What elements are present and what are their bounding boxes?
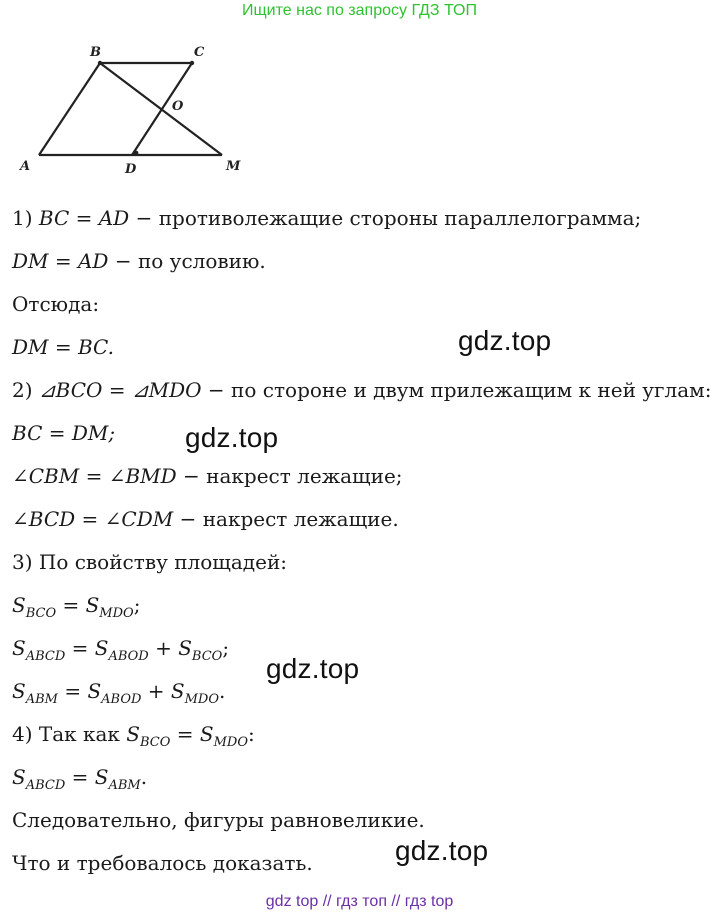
point-c (190, 61, 194, 65)
proof-line-16: Что и требовалось доказать. (12, 851, 313, 875)
proof-line-15: Следовательно, фигуры равновеликие. (12, 808, 425, 832)
proof-line-1: 1) BC = AD − противолежащие стороны параллелограмма; (12, 206, 642, 230)
watermark-3: gdz.top (266, 653, 360, 684)
label-d: D (125, 162, 137, 177)
label-b: B (90, 45, 101, 60)
proof-line-14: $S_{ABCD} = S_{ABM}$. (12, 765, 148, 793)
watermark-4: gdz.top (395, 835, 489, 866)
proof-line-12: $S_{ABM} = S_{ABOD} + S_{MDO}$. (12, 679, 226, 707)
proof-line-4: DM = BC. (12, 335, 115, 359)
top-banner: Ищите нас по запросу ГДЗ ТОП (242, 2, 477, 19)
proof-line-8: ∠BCD = ∠CDM − накрест лежащие. (12, 507, 399, 531)
proof-line-6: BC = DM; (12, 421, 116, 445)
label-a: A (20, 159, 31, 174)
proof-line-9: 3) По свойству площадей: (12, 550, 288, 574)
parallelogram-diagram (14, 38, 254, 178)
proof-line-2: DM = AD − по условию. (12, 249, 266, 273)
proof-line-11: $S_{ABCD} = S_{ABOD} + S_{BCO}$; (12, 636, 230, 664)
watermark-2: gdz.top (185, 422, 279, 453)
proof-line-10: $S_{BCO} = S_{MDO}$; (12, 593, 141, 621)
proof-line-13: 4) Так как $S_{BCO} = S_{MDO}$: (12, 722, 255, 750)
watermark-1: gdz.top (458, 325, 552, 356)
footer-links[interactable]: gdz top // гдз топ // гдз top (265, 893, 454, 910)
label-o: O (172, 99, 184, 114)
label-m: M (226, 159, 241, 174)
geometry-figure (14, 38, 254, 178)
proof-line-5: 2) ⊿BCO = ⊿MDO − по стороне и двум прилежащим к ней углам: (12, 378, 712, 402)
label-c: C (194, 45, 205, 60)
segment-ab (39, 63, 100, 155)
proof-line-3: Отсюда: (12, 292, 100, 316)
point-d (134, 151, 139, 156)
proof-line-7: ∠CBM = ∠BMD − накрест лежащие; (12, 464, 403, 488)
point-b (98, 61, 102, 65)
